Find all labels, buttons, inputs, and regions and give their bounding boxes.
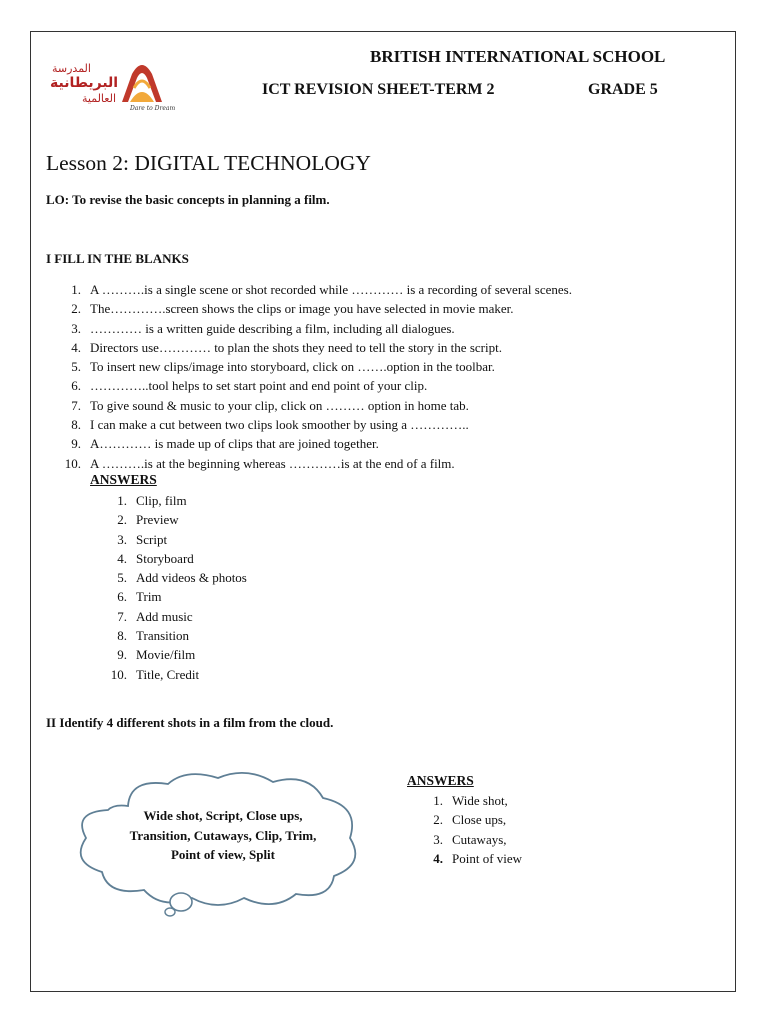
list-item: 7. Add music [117, 608, 193, 624]
list-item: 1. Clip, film [117, 493, 187, 508]
grade-label: GRADE 5 [588, 81, 658, 98]
list-item: 8. Transition [117, 628, 189, 644]
logo-arabic-line3: العالمية [82, 92, 116, 105]
section1-heading: I FILL IN THE BLANKS [46, 251, 189, 266]
list-item: 3. ………… is a written guide describing a film, including all dialogues. [71, 320, 455, 336]
shots-answers-heading: ANSWERS [407, 773, 474, 788]
list-item: 10. A ……….is at the beginning whereas …………is at the end of a film. [64, 455, 455, 471]
list-item: 4. Directors use………… to plan the shots they need to tell the story in the script. [71, 339, 502, 355]
logo-arabic-line2: البريطانية [50, 75, 119, 91]
lesson-title: Lesson 2: DIGITAL TECHNOLOGY [46, 151, 371, 175]
list-item: 8. I can make a cut between two clips look smoother by using a ………….. [71, 417, 469, 433]
list-item: 2. Preview [117, 512, 179, 528]
list-item: 4. Storyboard [117, 550, 194, 566]
learning-objective: LO: To revise the basic concepts in planning a film. [46, 192, 330, 207]
list-item: 5. Add videos & photos [117, 570, 247, 586]
list-item: 7. To give sound & music to your clip, click on ……… option in home tab. [71, 397, 469, 413]
list-item: 1. A ……….is a single scene or shot recorded while ………… is a recording of several scenes. [71, 282, 572, 297]
list-item: 4. Point of view [433, 850, 523, 866]
sheet-title: ICT REVISION SHEET-TERM 2 [262, 81, 495, 98]
answer-list [110, 491, 247, 684]
shots-answer-list [433, 791, 523, 868]
answers-heading: ANSWERS [90, 472, 157, 487]
list-item: 2. Close ups, [433, 812, 507, 828]
logo-emblem-icon [48, 52, 176, 112]
question-list [64, 280, 572, 473]
list-item: 6. Trim [117, 589, 162, 605]
list-item: 9. A………… is made up of clips that are joined together. [71, 436, 379, 452]
list-item: 9. Movie/film [117, 647, 196, 663]
school-logo [48, 52, 176, 112]
cloud-text: Wide shot, Script, Close ups, Transition, Cutaways, Clip, Trim, Point of view, Split [129, 808, 317, 862]
list-item: 1. Wide shot, [433, 793, 508, 808]
section2-heading: II Identify 4 different shots in a film from the cloud. [46, 715, 334, 730]
list-item: 3. Script [117, 531, 168, 547]
list-item: 2. The………….screen shows the clips or image you have selected in movie maker. [71, 301, 514, 317]
logo-tagline: Dare to Dream [130, 105, 176, 112]
logo-arabic-line1: المدرسة [52, 62, 91, 75]
list-item: 3. Cutaways, [433, 831, 507, 847]
list-item: 6. …………..tool helps to set start point and end point of your clip. [71, 378, 428, 394]
list-item: 10. Title, Credit [110, 666, 200, 682]
list-item: 5. To insert new clips/image into storyboard, click on …….option in the toolbar. [71, 359, 495, 375]
school-name: BRITISH INTERNATIONAL SCHOOL [370, 47, 666, 66]
